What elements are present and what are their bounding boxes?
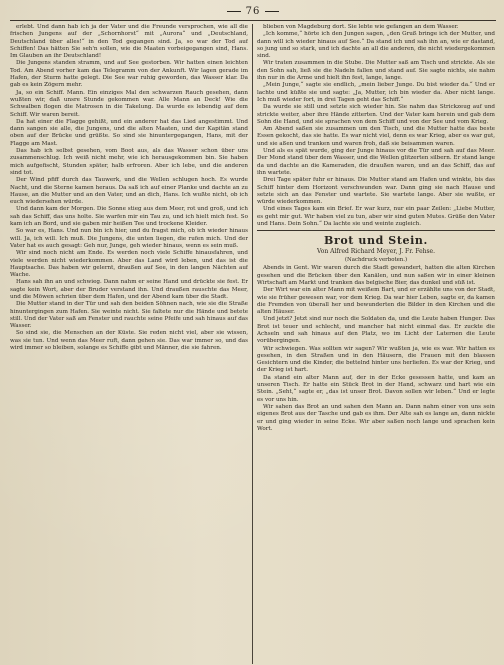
right-paragraph: Am Abend saßen sie zusammen um den Tisch, und die Mutter hatte das beste Essen gekocht, das sie hatte. Es war nicht viel, denn es war Krieg, aber es war gut, und sie aßen und tranken und waren froh, daß sie beisammen waren. — [257, 126, 495, 147]
right-paragraph: Und eines Tages kam ein Brief. Er war kurz, nur ein paar Zeilen: „Liebe Mutter, es geht mir gut. Wir haben viel zu tun, aber wir sind guten Mutes. Grüße den Vater und Hans. Dein Sohn.“ Da lachte sie und weinte zugleich. — [257, 206, 495, 228]
right-paragraph: Wir traten zusammen in die Stube. Die Mutter saß am Tisch und strickte. Als sie den Sohn sah, ließ sie die Nadeln fallen und stand auf. Sie sagte nichts, sie nahm ihn nur in die Arme und hielt ihn fest, lange, lange. — [257, 60, 495, 82]
right-paragraph: Abends in Gent. Wir waren durch die Stadt gewandert, hatten die alten Kirchen gesehen und die Brücken über den Kanälen, und nun saßen wir in einer kleinen Wirtschaft am Markt und tranken das belgische Bier, das dunkel und süß ist. — [257, 265, 495, 286]
byline-author: Von Alfred Richard Meyer, J. Fr. Fehse. — [316, 248, 436, 256]
article-title: Brot und Stein. — [324, 234, 428, 248]
right-paragraph: Und jetzt? Jetzt sind nur noch die Soldaten da, und die Leute haben Hunger. Das Brot ist teuer und schlecht, und mancher hat nicht einmal das. Er zuckte die Achseln und sah hinaus auf den Platz, wo im Licht der Laternen die Leute vorübergingen. — [257, 316, 495, 345]
header-dash-right — [265, 11, 279, 12]
header-dash-left — [227, 11, 241, 12]
left-paragraph: Und dann kam der Morgen. Die Sonne stieg aus dem Meer, rot und groß, und ich sah das Schiff, das uns holte. Sie warfen mir ein Tau zu, und ich hielt mich fest. So kam ich an Bord, und sie gaben mir heißen Tee und trockene Kleider. — [10, 206, 248, 228]
page-number: 76 — [245, 5, 261, 17]
right-paragraph: Wir sahen das Brot an und sahen den Mann an. Dann nahm einer von uns sein eigenes Brot aus der Tasche und gab es ihm. Der Alte sah es lange an, dann nickte er und ging wieder in seine Ecke. Wir aber saßen noch lange und sprachen kein Wort. — [257, 403, 495, 432]
column-divider — [252, 24, 253, 664]
left-paragraph: Der Wind pfiff durch das Tauwerk, und die Wellen schlugen hoch. Es wurde Nacht, und die Sterne kamen heraus. Da saß ich auf einer Planke und dachte an zu Hause, an die Mutter und an den Vater, und an dich, Hans. Ich wußte nicht, ob ich euch wiedersehen würde. — [10, 177, 248, 206]
text-columns — [10, 24, 496, 664]
left-paragraph: Wir sind noch nicht am Ende. Es werden noch viele Schiffe hinausfahren, und viele werden nicht wiederkommen. Aber das Land wird leben, und das ist die Hauptsache. Das haben wir gelernt, draußen auf See, in den langen Nächten auf Wache. — [10, 250, 248, 279]
right-paragraph: Drei Tage später fuhr er hinaus. Die Mutter stand am Hafen und winkte, bis das Schiff hinter dem Horizont verschwunden war. Dann ging sie nach Hause und setzte sich an das Fenster und wartete. Sie wartete lange. Aber sie wußte, er würde wiederkommen. — [257, 177, 495, 206]
left-paragraph: Das hab ich selbst gesehen, vom Boot aus, als das Wasser schon über uns zusammenschlug. Ich weiß nicht mehr, wie ich herausgekommen bin. Sie haben mich aufgefischt, Stunden später, halb erfroren. Aber ich lebe, und die anderen sind tot. — [10, 148, 248, 176]
article-separator — [257, 230, 495, 231]
right-paragraph: blieben von Magdeburg dort. Sie lebte wie gefangen an dem Wasser. — [263, 24, 459, 30]
left-paragraph: Die Mutter stand in der Tür und sah den beiden Söhnen nach, wie sie die Straße hinuntergingen zum Hafen. Sie weinte nicht. Sie faltete nur die Hände und betete still. Und der Vater saß am Fenster und rauchte seine Pfeife und sah hinaus auf das Wasser. — [10, 301, 248, 330]
right-column — [257, 24, 495, 664]
right-paragraph: „Mein Junge,“ sagte sie endlich, „mein lieber Junge. Du bist wieder da.“ Und er lachte und küßte sie und sagte: „Ja, Mutter, ich bin wieder da. Aber nicht lange. Ich muß wieder fort, in drei Tagen geht das Schiff.“ — [257, 82, 495, 103]
left-paragraph: So sind sie, die Menschen an der Küste. Sie reden nicht viel, aber sie wissen, was sie tun. Und wenn das Meer ruft, dann gehen sie. Das war immer so, und das wird immer so bleiben, solange es Schiffe gibt und Männer, die sie fahren. — [10, 330, 248, 352]
right-paragraph: Da wurde sie still und setzte sich wieder hin. Sie nahm das Strickzeug auf und strickte weiter, aber ihre Hände zitterten. Und der Vater kam herein und gab dem Sohn die Hand, und sie sprachen von dem Schiff und von der See und vom Krieg. — [257, 104, 495, 125]
right-paragraph: Da stand ein alter Mann auf, der in der Ecke gesessen hatte, und kam an unseren Tisch. Er hatte ein Stück Brot in der Hand, schwarz und hart wie ein Stein. „Seht,“ sagte er, „das ist unser Brot. Davon sollen wir leben.“ Und er legte es vor uns hin. — [257, 374, 495, 403]
right-paragraph: Und als es spät wurde, ging der Junge hinaus vor die Tür und sah auf das Meer. Der Mond stand über dem Wasser, und die Wellen glitzerten silbern. Er stand lange da und dachte an die Kameraden, die draußen waren, und an das Schiff, das auf ihn wartete. — [257, 148, 495, 176]
left-column — [10, 24, 248, 664]
right-paragraph: Der Wirt war ein alter Mann mit weißem Bart, und er erzählte uns von der Stadt, wie sie früher gewesen war, vor dem Krieg. Da war hier Leben, sagte er, da kamen die Fremden von überall her und bewunderten die Bilder in den Kirchen und die alten Häuser. — [257, 287, 495, 316]
reprint-note: (Nachdruck verboten.) — [344, 257, 408, 264]
header-rule — [10, 20, 496, 21]
left-paragraph: Die Jungens standen stramm, und auf See gestorben. Wir hatten einen leichten Tod. Am Abend vorher kam das Telegramm von der Ankunft. Wir lagen gerade im Hafen, der Sturm hatte gelegt. Die See war ruhig geworden, das Wasser klar. Da gab es kein Zögern mehr. — [10, 60, 248, 89]
left-paragraph: erlebt. Und dann hab ich ja der Vater und die Freunde versprochen, wie all die frischen Jungens auf der „Schornhorst“ mit „Aurora“ und „Deutschland, Deutschland über alles!“ in den Tod gegangen sind. Ja, so war der Tod auf Schiffen! Das hätten Sie seh'n sollen, wie die Maaten vorbeigegangen sind, Hans. Im Glauben an ihr Deutschland! — [10, 24, 248, 60]
left-paragraph: Ja, so ein Schiff. Mann. Ein einziges Mal den schwarzen Rauch gesehen, dann wußten wir, daß unsre Stunde gekommen war. Alle Mann an Deck! Wie die Schwalben flogen die Matrosen in die Takelung. Da wurde es lebendig auf dem Schiff. Wir waren bereit. — [10, 89, 248, 118]
article-byline — [257, 248, 495, 264]
page-header — [10, 4, 496, 18]
left-paragraph: So war es, Hans. Und nun bin ich hier, und du fragst mich, ob ich wieder hinaus will. Ja, ich will. Ich muß. Die Jungens, die unten liegen, die rufen mich. Und der Vater hat es auch gesagt: Geh nur, Junge, geh wieder hinaus, wenn es sein muß. — [10, 228, 248, 249]
left-paragraph: Da hat einer die Flagge gehißt, und ein anderer hat das Lied angestimmt. Und dann sangen sie alle, die Jungens, und die alten Maaten, und der Kapitän stand oben auf der Brücke und grüßte. So sind sie hinuntergegangen, Hans, mit der Flagge am Mast. — [10, 118, 248, 147]
right-paragraph: Wir schwiegen. Was sollten wir sagen? Wir wußten ja, wie es war. Wir hatten es gesehen, in den Straßen und in den Häusern, die Frauen mit den blassen Gesichtern und die Kinder, die bettelnd hinter uns herliefen. Es war der Krieg, und der Krieg ist hart. — [257, 345, 495, 374]
right-paragraph: „Ich komme,“ hörte ich den Jungen sagen, „den Gruß bringe ich der Mutter, und dann will ich wieder hinaus auf See.“ Da stand ich und sah ihn an, wie er dastand, so jung und so stark, und ich dachte an all die anderen, die nicht wiedergekommen sind. — [257, 31, 495, 60]
left-paragraph: Hans sah ihn an und schwieg. Dann nahm er seine Hand und drückte sie fest. Er sagte kein Wort, aber der Bruder verstand ihn. Und draußen rauschte das Meer, und die Möwen schrien über dem Hafen, und der Abend kam über die Stadt. — [10, 279, 248, 300]
